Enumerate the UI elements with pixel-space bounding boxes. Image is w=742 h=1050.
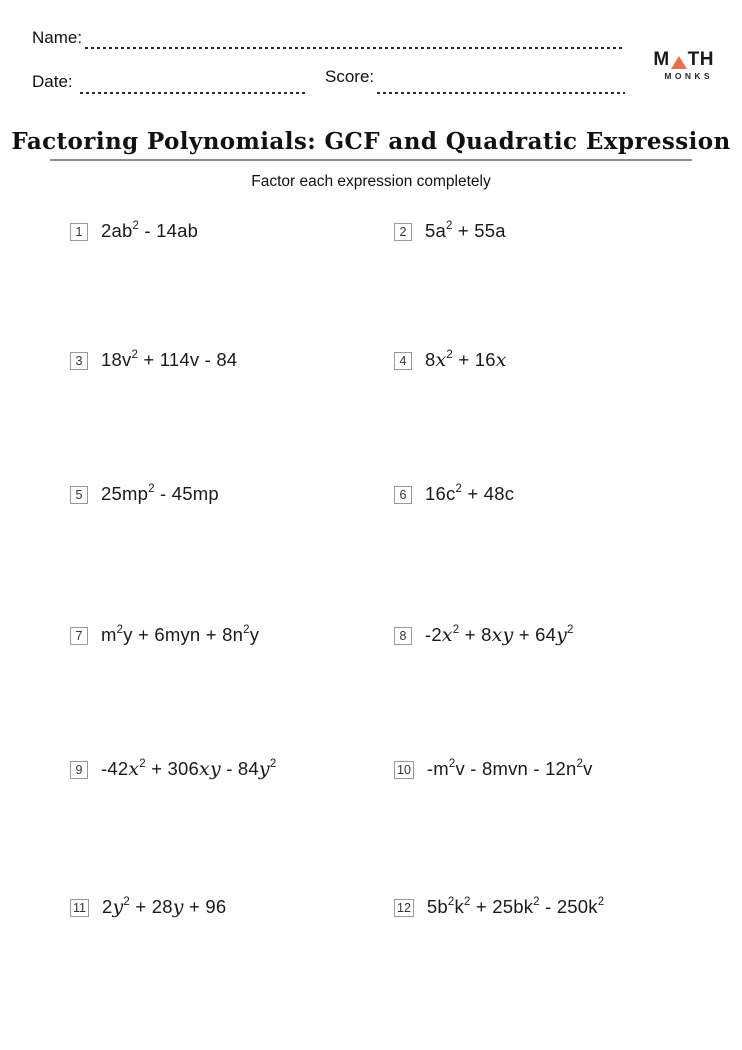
problem-expression: $2ab^2 - 14ab$ (101, 220, 199, 241)
problem-expression: $m^2y + 6myn + 8n^2y$ (101, 624, 260, 645)
problem-number: 5 (70, 486, 88, 504)
problem-expression: $8x^2 + 16x$ (425, 349, 507, 371)
date-line (80, 92, 307, 94)
name-label: Name: (32, 28, 83, 47)
problem-cell (394, 896, 718, 976)
problem-expression: $25mp^2 - 45mp$ (101, 483, 219, 504)
problem-expression: $18v^2 + 114v - 84$ (101, 349, 238, 370)
problem-number: 11 (70, 899, 89, 917)
problem-number: 2 (394, 223, 412, 241)
problem-cell (394, 758, 718, 896)
problem-number: 10 (394, 761, 414, 779)
problem-expression: $-m^2v - 8mvn - 12n^2v$ (426, 758, 593, 779)
problem-cell (394, 483, 718, 624)
score-line (377, 92, 625, 94)
problem-cell (70, 349, 394, 483)
problem-expression: $-2x^2 + 8xy + 64y^2$ (425, 624, 574, 646)
problem-cell (70, 896, 394, 976)
title-rule (50, 159, 692, 161)
problem-number: 7 (70, 627, 88, 645)
problem-expression: $5b^2k^2 + 25bk^2 - 250k^2$ (426, 896, 605, 917)
logo-letters-th: TH (687, 49, 714, 70)
logo-triangle-icon (671, 56, 687, 69)
score-label: Score: (325, 67, 375, 86)
problem-number: 3 (70, 352, 88, 370)
math-monks-logo (653, 50, 714, 81)
logo-letter-m: M (653, 49, 670, 70)
problem-number: 6 (394, 486, 412, 504)
problem-number: 12 (394, 899, 414, 917)
problem-number: 4 (394, 352, 412, 370)
name-line (85, 47, 625, 49)
problem-cell (70, 758, 394, 896)
problem-cell (394, 349, 718, 483)
problem-cell (394, 220, 718, 349)
logo-subtext: MONKS (664, 71, 713, 81)
problem-number: 8 (394, 627, 412, 645)
page-title: Factoring Polynomials: GCF and Quadratic Expression (11, 128, 731, 155)
date-label: Date: (32, 72, 73, 91)
problem-cell (394, 624, 718, 758)
problem-expression: $5a^2 + 55a$ (425, 220, 506, 241)
instruction-text: Factor each expression completely (251, 173, 491, 190)
problem-expression: $16c^2 + 48c$ (425, 483, 515, 504)
problem-expression: $-42x^2 + 306xy - 84y^2$ (101, 758, 277, 780)
problem-cell (70, 220, 394, 349)
problem-cell (70, 483, 394, 624)
problem-number: 1 (70, 223, 88, 241)
problems-grid (70, 220, 718, 976)
problem-expression: $2y^2 + 28y + 96$ (101, 896, 227, 918)
logo-wordmark (653, 50, 714, 69)
problem-number: 9 (70, 761, 88, 779)
problem-cell (70, 624, 394, 758)
